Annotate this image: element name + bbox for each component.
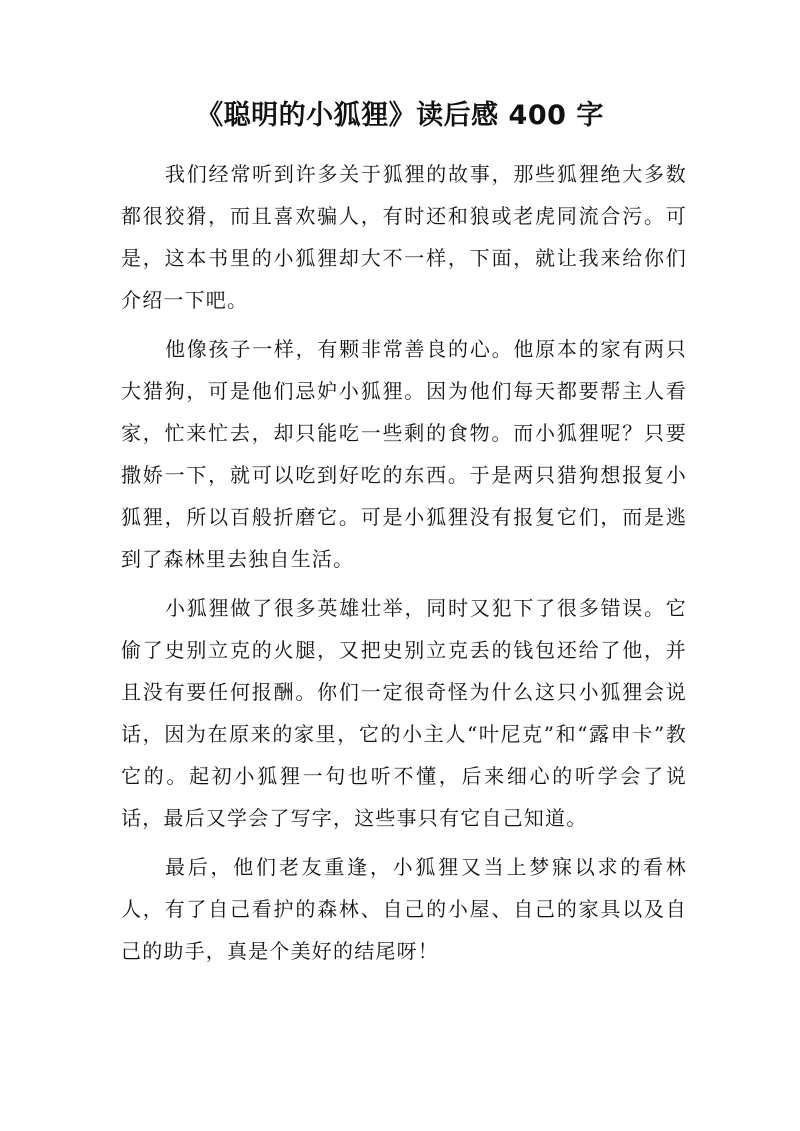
paragraph-3: 小狐狸做了很多英雄壮举，同时又犯下了很多错误。它偷了史别立克的火腿，又把史别立克丢的钱包还给了他，并且没有要任何报酬。你们一定很奇怪为什么这只小狐狸会说话，因为在原来的家里，它的小主人“叶尼克”和“露申卡”教它的。起初小狐狸一句也听不懂，后来细心的听学会了说话，最后又学会了写字，这些事只有它自己知道。	[121, 596, 687, 830]
document-title: 《聪明的小狐狸》读后感 400 字	[196, 100, 604, 131]
paragraph-1: 我们经常听到许多关于狐狸的故事，那些狐狸绝大多数都很狡猾，而且喜欢骗人，有时还和狼或老虎同流合污。可是，这本书里的小狐狸却大不一样，下面，就让我来给你们介绍一下吧。	[121, 162, 687, 312]
paragraph-4: 最后，他们老友重逢，小狐狸又当上梦寐以求的看林人，有了自己看护的森林、自己的小屋、自己的家具以及自己的助手，真是个美好的结尾呀！	[121, 855, 687, 963]
paragraph-2: 他像孩子一样，有颗非常善良的心。他原本的家有两只大猎狗，可是他们忌妒小狐狸。因为他们每天都要帮主人看家，忙来忙去，却只能吃一些剩的食物。而小狐狸呢？只要撒娇一下，就可以吃到好吃的东西。于是两只猎狗想报复小狐狸，所以百般折磨它。可是小狐狸没有报复它们，而是逃到了森林里去独自生活。	[121, 337, 687, 571]
document-body	[121, 153, 687, 979]
